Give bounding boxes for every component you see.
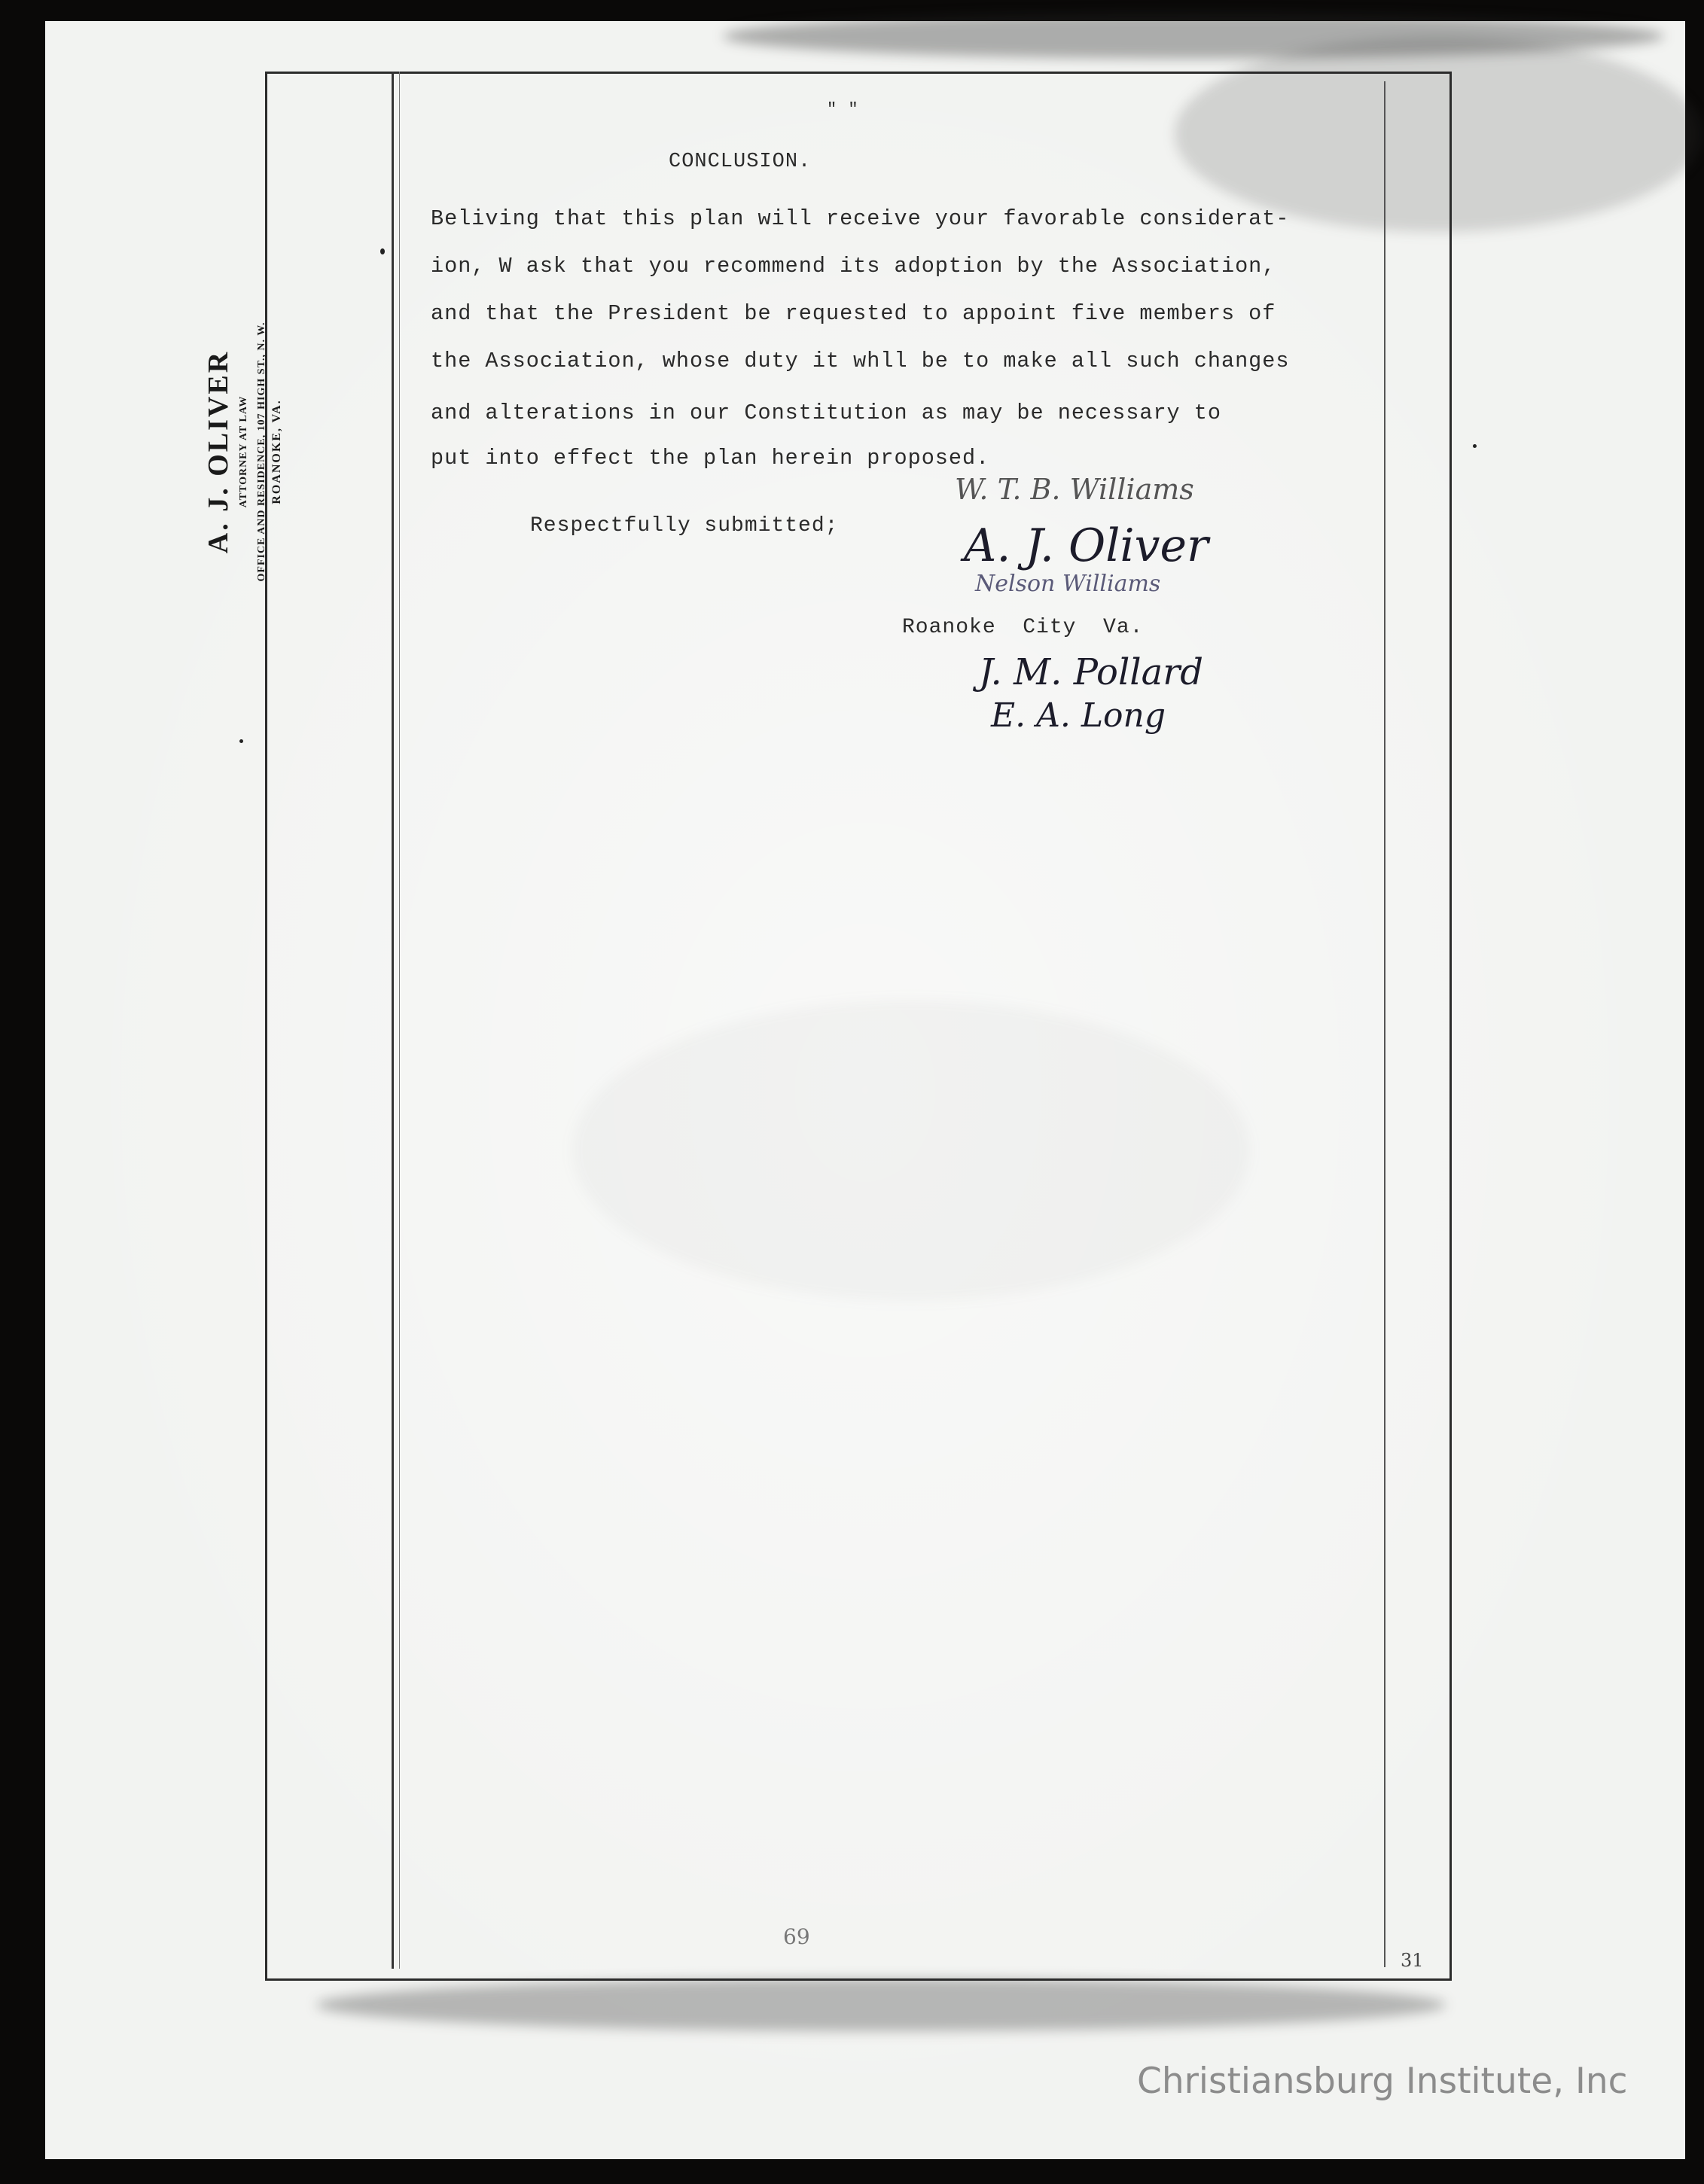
letterhead	[203, 211, 284, 693]
closing-text: Respectfully submitted;	[530, 514, 839, 538]
body-line: Beliving that this plan will receive your favorable considerat-	[431, 206, 1290, 231]
signature-williams: W. T. B. Williams	[955, 473, 1194, 506]
punch-mark	[239, 739, 243, 743]
body-line: the Association, whose duty it whll be to make all such changes	[431, 349, 1290, 373]
page-number: 69	[783, 1924, 810, 1949]
document-heading: CONCLUSION.	[669, 151, 812, 173]
top-marks: " "	[827, 100, 859, 119]
letterhead-rule-thin	[399, 72, 400, 1969]
letterhead-rule	[392, 72, 394, 1969]
body-line: ion, W ask that you recommend its adoption by the Association,	[431, 254, 1276, 279]
place-text: Roanoke City Va.	[902, 616, 1144, 639]
body-line: and alterations in our Constitution as may be necessary to	[431, 401, 1221, 425]
letterhead-title: ATTORNEY AT LAW	[237, 395, 249, 508]
letterhead-city: ROANOKE, VA.	[270, 399, 284, 504]
signature-long: E. A. Long	[991, 696, 1166, 735]
watermark: Christiansburg Institute, Inc	[1137, 2061, 1628, 2102]
letterhead-name: A. J. OLIVER	[203, 349, 234, 554]
punch-mark	[380, 248, 385, 254]
body-line: and that the President be requested to appoint five members of	[431, 301, 1276, 326]
signature-nelson-williams: Nelson Williams	[975, 571, 1161, 597]
signature-pollard: J. M. Pollard	[979, 651, 1203, 693]
signature-oliver: A. J. Oliver	[964, 519, 1209, 572]
corner-number: 31	[1401, 1950, 1424, 1971]
letterhead-address: OFFICE AND RESIDENCE, 107 HIGH ST., N. W.	[255, 321, 267, 582]
punch-mark	[1473, 444, 1477, 448]
body-line: put into effect the plan herein proposed.	[431, 446, 990, 471]
